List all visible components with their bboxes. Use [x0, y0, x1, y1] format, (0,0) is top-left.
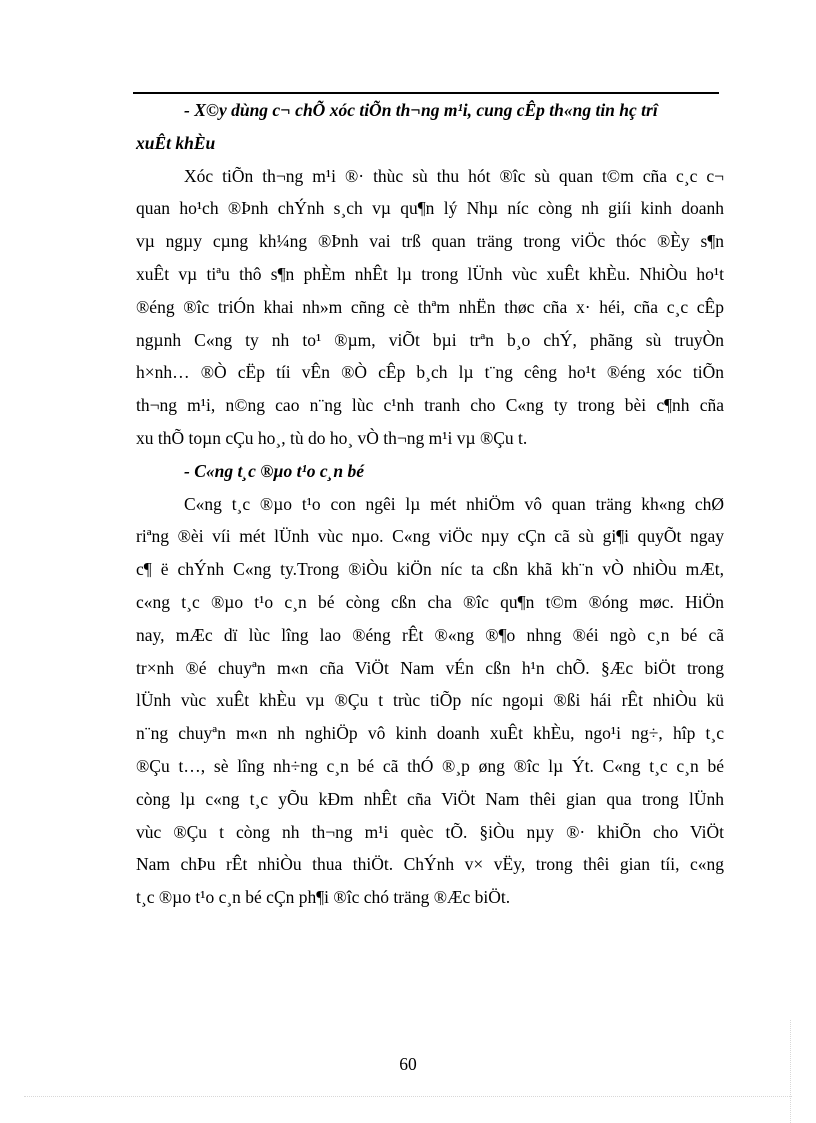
- paragraph-line: vùc ®Çu t còng nh th¬ng m¹i quèc tÕ. §iÒu nµy ®· khiÕn cho ViÖt: [136, 821, 724, 842]
- paragraph-line: Xóc tiÕn th¬ng m¹i ®· thùc sù thu hót ®îc sù quan t©m cña c¸c c¬: [184, 165, 724, 186]
- paragraph-line: ®éng ®îc triÓn khai nh»m cñng cè thªm nhËn thøc cña x· héi, cña c¸c cÊp: [136, 296, 724, 317]
- paragraph-line: xuÊt vµ tiªu thô s¶n phÈm nhÊt lµ trong lÜnh vùc xuÊt khÈu. NhiÒu ho¹t: [136, 263, 724, 284]
- paragraph-line: tr×nh ®é chuyªn m«n cña ViÖt Nam vÉn cßn h¹n chÕ. §Æc biÖt trong: [136, 657, 724, 678]
- section-heading-line: xuÊt khÈu: [136, 132, 216, 153]
- paragraph-line: C«ng t¸c ®µo t¹o con ngêi lµ mét nhiÖm vô quan träng kh«ng chØ: [184, 493, 724, 514]
- paragraph-line: nay, mÆc dï lùc lîng lao ®éng rÊt ®«ng ®¶o nhng ®éi ngò c¸n bé cã: [136, 624, 724, 645]
- paragraph-line: xu thÕ toµn cÇu ho¸, tù do ho¸ vÒ th¬ng m¹i vµ ®Çu t.: [136, 427, 528, 448]
- paragraph-line: c¶ ë chÝnh C«ng ty.Trong ®iÒu kiÖn níc ta cßn khã kh¨n vÒ nhiÒu mÆt,: [136, 559, 724, 580]
- paragraph-line: lÜnh vùc xuÊt khÈu vµ ®Çu t trùc tiÕp níc ngoµi ®ßi hái rÊt nhiÒu kü: [136, 690, 724, 711]
- paragraph-line: Nam chÞu rÊt nhiÒu thua thiÖt. ChÝnh v× vËy, trong thêi gian tíi, c«ng: [136, 854, 724, 875]
- paragraph-line: quan ho¹ch ®Þnh chÝnh s¸ch vµ qu¶n lý Nhµ níc còng nh giíi kinh doanh: [136, 198, 724, 219]
- paragraph-line: t¸c ®µo t¹o c¸n bé cÇn ph¶i ®îc chó träng ®Æc biÖt.: [136, 887, 511, 908]
- section-heading-line: - X©y dùng c¬ chÕ xóc tiÕn th¬ng m¹i, cung cÊp th«ng tin hç trî: [184, 100, 658, 120]
- paragraph-line: h×nh… ®Ò cËp tíi vÊn ®Ò cÊp b¸ch lµ t¨ng cêng ho¹t ®éng xóc tiÕn: [136, 362, 724, 383]
- paragraph-line: ngµnh C«ng ty nh to¹ ®µm, viÕt bµi trªn b¸o chÝ, phãng sù truyÒn: [136, 329, 724, 350]
- paragraph-line: ®Çu t…, sè lîng nh÷ng c¸n bé cã thÓ ®¸p øng ®îc lµ Ýt. C«ng t¸c c¸n bé: [136, 755, 724, 776]
- paragraph-line: còng lµ c«ng t¸c yÕu kÐm nhÊt cña ViÖt Nam thêi gian qua trong lÜnh: [136, 788, 724, 809]
- paragraph-line: c«ng t¸c ®µo t¹o c¸n bé còng cßn cha ®îc qu¶n t©m ®óng møc. HiÖn: [136, 591, 724, 612]
- page-number: 60: [399, 1054, 417, 1074]
- paragraph-line: n¨ng chuyªn m«n nh nghiÖp vô kinh doanh xuÊt khÈu, ngo¹i ng÷, hîp t¸c: [136, 723, 724, 744]
- paragraph-line: riªng ®èi víi mét lÜnh vùc nµo. C«ng viÖc nµy cÇn cã sù gi¶i quyÕt ngay: [136, 526, 724, 547]
- paragraph-line: vµ ngµy cµng kh¼ng ®Þnh vai trß quan träng trong viÖc thóc ®Èy s¶n: [136, 231, 724, 252]
- paragraph-line: th¬ng m¹i, n©ng cao n¨ng lùc c¹nh tranh cho C«ng ty trong bèi c¶nh cña: [136, 395, 724, 416]
- page-content: [136, 94, 724, 914]
- page-edge-guide: [790, 1020, 791, 1123]
- section-heading: - C«ng t¸c ®µo t¹o c¸n bé: [184, 460, 365, 481]
- page-edge-guide: [24, 1096, 792, 1097]
